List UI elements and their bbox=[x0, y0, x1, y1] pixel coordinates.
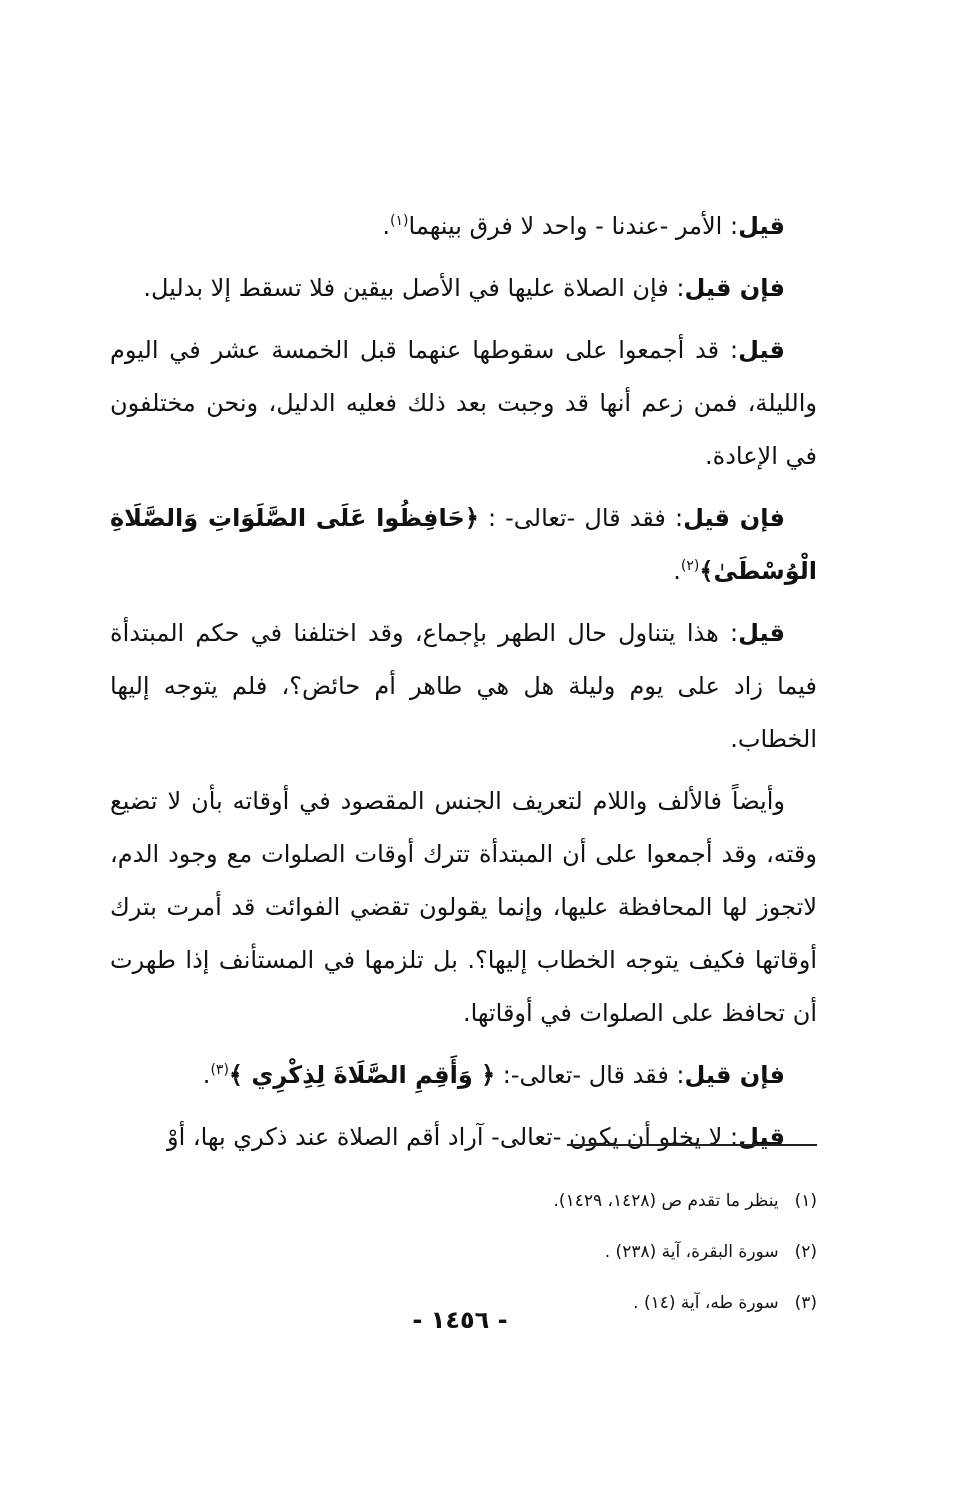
footnote-number: (٣) bbox=[794, 1293, 817, 1313]
footnote-divider bbox=[567, 1144, 817, 1146]
footnotes bbox=[300, 1176, 817, 1329]
paragraph-lead: قيل bbox=[738, 212, 785, 240]
paragraph-text: : فقد قال -تعالى-: bbox=[495, 1061, 685, 1089]
paragraph-text: : هذا يتناول حال الطهر بإجماع، وقد اختلفنا في حكم المبتدأة فيما زاد على يوم وليلة هل هي طاهر أم حائض؟، فلم يتوجه إليها الخطاب. bbox=[110, 619, 817, 753]
paragraph-end: . bbox=[673, 557, 681, 585]
paragraph-8 bbox=[110, 1111, 817, 1164]
paragraph-7 bbox=[110, 1049, 817, 1102]
footnote-number: (١) bbox=[794, 1191, 817, 1211]
paragraph-lead: فإن قيل bbox=[683, 504, 786, 532]
paragraph-5 bbox=[110, 607, 817, 766]
paragraph-2 bbox=[110, 262, 817, 315]
paragraph-text: : قد أجمعوا على سقوطها عنهما قبل الخمسة عشر في اليوم والليلة، فمن زعم أنها قد وجبت بعد ذلك فعليه الدليل، ونحن مختلفون في الإعادة. bbox=[110, 336, 817, 470]
footnote-text: ينظر ما تقدم ص (١٤٢٨، ١٤٢٩). bbox=[553, 1191, 779, 1211]
paragraph-lead: قيل bbox=[738, 1123, 785, 1151]
footnote-ref: (٣) bbox=[210, 1062, 229, 1078]
paragraph-text: وأيضاً فالألف واللام لتعريف الجنس المقصود في أوقاته بأن لا تضيع وقته، وقد أجمعوا على أن المبتدأة تترك أوقات الصلوات مع وجود الدم، لاتجوز لها المحافظة عليها، وإنما يقولون تقضي الفوائت قد أمرت بترك أوقاتها فكيف يتوجه الخطاب إليها؟. بل تلزمها في المستأنف إذا طهرت أن تحافظ على الصلوات في أوقاتها. bbox=[110, 787, 817, 1027]
paragraph-text: : لا يخلو أن يكون -تعالى- آراد أقم الصلاة عند ذكري بها، أوْ bbox=[166, 1123, 739, 1151]
paragraph-1 bbox=[110, 200, 817, 253]
paragraph-end: . bbox=[202, 1061, 211, 1089]
paragraph-text: : الأمر -عندنا - واحد لا فرق بينهما bbox=[408, 212, 739, 240]
footnote-text: سورة طه، آية (١٤) . bbox=[633, 1293, 779, 1313]
footnote-ref: (٢) bbox=[680, 558, 700, 574]
main-text bbox=[110, 200, 817, 1164]
footnote-ref: (١) bbox=[390, 213, 409, 229]
paragraph-lead: قيل bbox=[738, 336, 785, 364]
paragraph-end: . bbox=[382, 212, 391, 240]
paragraph-lead: فإن قيل bbox=[684, 274, 785, 302]
paragraph-4 bbox=[110, 492, 817, 598]
quran-verse: ﴿حَافِظُوا عَلَى الصَّلَوَاتِ وَالصَّلَاةِ الْوُسْطَىٰ﴾ bbox=[110, 504, 817, 585]
paragraph-text: : فقد قال -تعالى- : bbox=[478, 504, 684, 532]
footnote-number: (٢) bbox=[794, 1242, 817, 1262]
paragraph-6 bbox=[110, 775, 817, 1040]
paragraph-lead: قيل bbox=[738, 619, 785, 647]
paragraph-3 bbox=[110, 324, 817, 483]
footnote-1 bbox=[300, 1176, 817, 1227]
footnote-3 bbox=[300, 1278, 817, 1329]
page-number: - ١٤٥٦ - bbox=[412, 1306, 508, 1334]
quran-verse: ﴿ وَأَقِمِ الصَّلَاةَ لِذِكْرِي ﴾ bbox=[228, 1061, 496, 1089]
paragraph-lead: فإن قيل bbox=[684, 1061, 785, 1089]
paragraph-text: : فإن الصلاة عليها في الأصل بيقين فلا تسقط إلا بدليل. bbox=[143, 274, 685, 302]
footnote-2 bbox=[300, 1227, 817, 1278]
footnote-text: سورة البقرة، آية (٢٣٨) . bbox=[604, 1242, 779, 1262]
